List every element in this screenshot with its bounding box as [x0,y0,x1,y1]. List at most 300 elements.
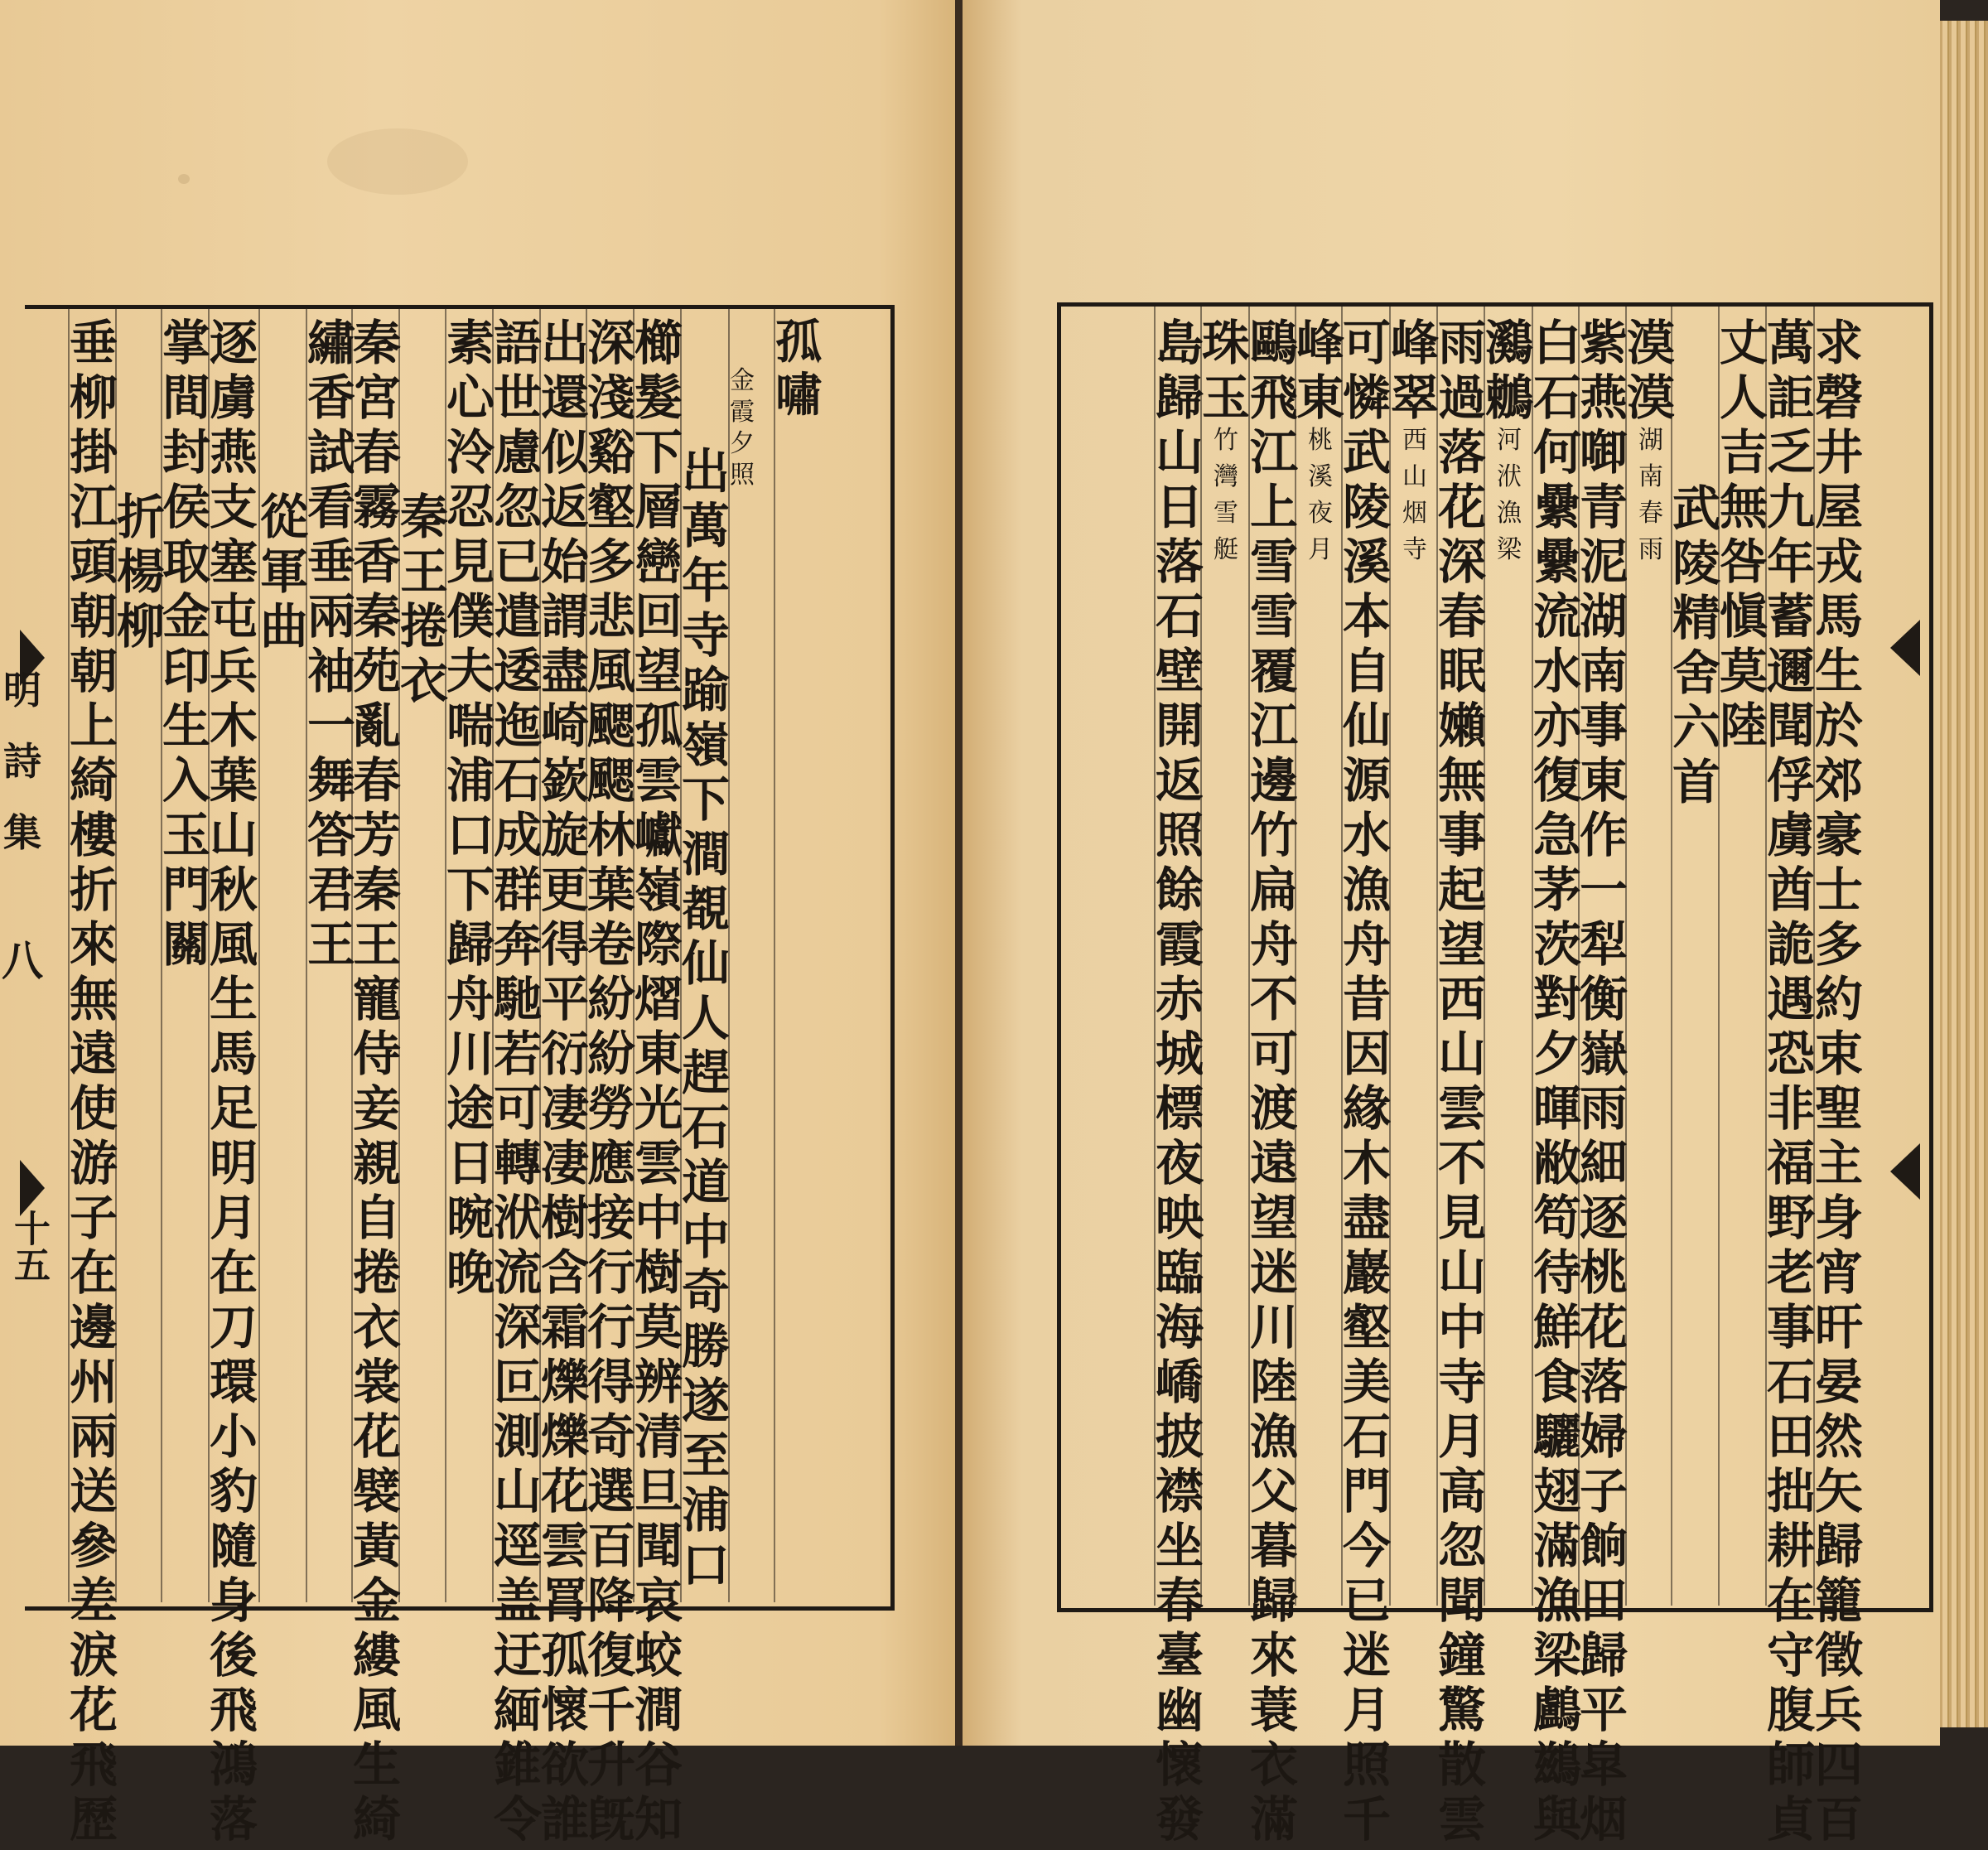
glyph: 蛟 [634,1627,683,1683]
glyph: 衣 [399,653,448,709]
glyph: 眠 [1437,643,1486,699]
glyph: 東 [1579,752,1628,809]
glyph: 精 [1672,590,1720,646]
glyph: 桃 [1579,1244,1628,1301]
glyph: 似 [540,424,589,481]
glyph: 深 [1437,534,1486,590]
glyph: 谿 [586,424,635,481]
glyph: 盡 [1342,1190,1391,1246]
glyph: 繡 [306,315,355,371]
glyph: 秦 [399,489,448,545]
glyph: 戎 [1814,534,1863,590]
glyph: 徵 [1814,1627,1863,1683]
glyph: 山 [493,1463,542,1519]
glyph: 主 [1814,1135,1863,1191]
glyph: 雲 [540,1518,589,1574]
glyph: 舞 [306,752,355,809]
glyph: 令 [493,1791,542,1848]
glyph: 霞 [730,398,755,427]
glyph: 差 [69,1572,118,1629]
glyph: 城 [1155,1026,1204,1082]
glyph: 卷 [586,916,635,973]
glyph: 花 [352,1408,401,1465]
glyph: 田 [1579,1572,1628,1629]
glyph: 轉 [493,1135,542,1191]
glyph: 樹 [634,1244,683,1301]
glyph: 秦 [352,862,401,918]
left-column-6 [538,315,592,1850]
glyph: 葉 [586,862,635,918]
glyph: 雲 [634,752,683,809]
glyph: 南 [1579,643,1628,699]
glyph: 東 [634,1026,683,1082]
glyph: 塞 [209,534,258,590]
glyph: 取 [162,534,210,590]
glyph: 水 [1532,643,1581,699]
glyph: 心 [446,370,495,426]
glyph: 層 [634,479,683,535]
glyph: 刀 [209,1299,258,1355]
glyph: 櫛 [634,315,683,371]
glyph: 夫 [446,643,495,699]
glyph: 春 [352,424,401,481]
glyph: 香 [306,370,355,426]
glyph: 不 [1437,1135,1486,1191]
glyph: 山 [1437,1244,1486,1301]
glyph: 錐 [493,1736,542,1793]
glyph: 送 [69,1463,118,1519]
glyph: 細 [1579,1135,1628,1191]
glyph: 青 [1579,479,1628,535]
glyph: 裳 [352,1354,401,1410]
glyph: 凄 [540,1135,589,1191]
glyph: 散 [1437,1736,1486,1793]
glyph: 照 [730,461,755,490]
glyph: 下 [681,771,730,828]
glyph: 宵 [1814,1244,1863,1301]
glyph: 滿 [1532,1518,1581,1574]
glyph: 雲 [1437,1791,1486,1848]
glyph: 恐 [1766,1026,1815,1082]
glyph: 雲 [1437,1080,1486,1137]
glyph: 小 [209,1408,258,1465]
glyph: 守 [1766,1627,1815,1683]
glyph: 水 [1342,807,1391,863]
glyph: 可 [1249,1026,1298,1082]
glyph: 豹 [209,1463,258,1519]
glyph: 樓 [69,807,118,863]
glyph: 急 [1532,807,1581,863]
glyph: 莫 [1719,643,1768,699]
glyph: 郊 [1814,752,1863,809]
glyph: 雪 [1249,588,1298,645]
glyph: 事 [1437,807,1486,863]
glyph: 多 [1814,916,1863,973]
glyph: 皐 [1579,1736,1628,1793]
glyph: 起 [1437,862,1486,918]
glyph: 梁 [1532,1627,1581,1683]
glyph: 泠 [446,424,495,481]
glyph: 年 [1766,534,1815,590]
glyph: 林 [586,807,635,863]
glyph: 嘯 [775,368,822,423]
glyph: 鮮 [1532,1299,1581,1355]
glyph: 夕 [1532,1026,1581,1082]
glyph: 峰 [1390,315,1439,371]
glyph: 島 [1155,315,1204,371]
glyph: 兵 [209,643,258,699]
glyph: 覩 [681,881,730,937]
glyph: 孤 [775,315,822,370]
glyph: 霞 [1155,916,1204,973]
glyph: 勝 [681,1318,730,1374]
glyph: 颸 [586,698,635,754]
glyph: 束 [1814,1026,1863,1082]
glyph: 犁 [1579,916,1628,973]
glyph: 遂 [681,1373,730,1429]
glyph: 金 [352,1572,401,1629]
glyph: 扁 [1249,862,1298,918]
glyph: 欲 [540,1736,589,1793]
glyph: 至 [681,1427,730,1484]
glyph: 萬 [1766,315,1815,371]
glyph: 君 [306,862,355,918]
glyph: 凄 [540,1080,589,1137]
glyph: 衣 [352,1299,401,1355]
glyph: 雨 [1579,1080,1628,1137]
glyph: 首 [1672,754,1720,810]
glyph: 俘 [1766,752,1815,809]
glyph: 本 [1342,588,1391,645]
glyph: 髮 [634,370,683,426]
glyph: 清 [634,1408,683,1465]
glyph: 縷 [352,1627,401,1683]
glyph: 叵 [493,1354,542,1410]
glyph: 玉 [162,807,210,863]
glyph: 臨 [1155,1244,1204,1301]
glyph: 踰 [681,662,730,718]
glyph: 可 [1342,315,1391,371]
column-rule [774,308,775,1602]
fish-tail-mark-right-bottom [1890,1143,1920,1200]
glyph: 金 [162,588,210,645]
glyph: 秦 [352,315,401,371]
glyph: 愼 [1719,588,1768,645]
glyph: 逕 [493,1518,542,1574]
glyph: 迂 [493,1627,542,1683]
ink-spot [178,174,190,184]
glyph: 照 [1155,807,1204,863]
glyph: 暮 [1249,1518,1298,1574]
glyph: 苑 [352,643,401,699]
glyph: 耕 [1766,1518,1815,1574]
glyph: 金 [730,366,755,395]
glyph: 中 [681,1209,730,1265]
glyph: 因 [1342,1026,1391,1082]
glyph: 子 [1579,1463,1628,1519]
glyph: 洑 [493,1190,542,1246]
glyph: 寵 [352,971,401,1027]
glyph: 烟 [1579,1791,1628,1848]
glyph: 群 [493,862,542,918]
glyph: 來 [69,916,118,973]
glyph: 木 [209,698,258,754]
glyph: 六 [1672,699,1720,756]
glyph: 鴻 [209,1736,258,1793]
glyph: 壑 [1342,1299,1391,1355]
glyph: 逐 [1579,1190,1628,1246]
glyph: 在 [1766,1572,1815,1629]
glyph: 日 [1155,479,1204,535]
glyph: 旦 [634,1463,683,1519]
glyph: 千 [586,1682,635,1738]
glyph: 落 [1437,424,1486,481]
glyph: 鸂 [1484,315,1533,371]
right-column-2 [1764,315,1818,1850]
glyph: 白 [1532,315,1581,371]
glyph: 行 [586,1244,635,1301]
glyph: 待 [1532,1244,1581,1301]
glyph: 嶺 [681,717,730,773]
note-glyph: 溪 [1308,462,1333,491]
glyph: 在 [69,1244,118,1301]
glyph: 遠 [1249,1135,1298,1191]
note-glyph: 漁 [1497,499,1522,528]
glyph: 福 [1766,1135,1815,1191]
glyph: 美 [1342,1354,1391,1410]
glyph: 仙 [1342,698,1391,754]
glyph: 屯 [209,588,258,645]
glyph: 東 [1296,370,1344,426]
glyph: 衡 [1579,971,1628,1027]
glyph: 望 [634,643,683,699]
glyph: 生 [209,971,258,1027]
glyph: 人 [681,990,730,1046]
glyph: 花 [1579,1299,1628,1355]
glyph: 香 [352,534,401,590]
glyph: 竹 [1249,807,1298,863]
glyph: 侯 [162,479,210,535]
note-glyph: 南 [1638,462,1663,491]
glyph: 懷 [1155,1736,1204,1793]
left-column-4 [631,315,686,1850]
glyph: 自 [1342,643,1391,699]
glyph: 何 [1532,424,1581,481]
glyph: 士 [1814,862,1863,918]
glyph: 中 [1437,1299,1486,1355]
note-glyph: 竹 [1214,426,1238,455]
glyph: 源 [1342,752,1391,809]
glyph: 湖 [1579,588,1628,645]
glyph: 飛 [209,1682,258,1738]
note-glyph: 夜 [1308,499,1333,528]
glyph: 紛 [586,971,635,1027]
glyph: 嬾 [1437,698,1486,754]
glyph: 生 [352,1736,401,1793]
glyph: 衣 [1249,1736,1298,1793]
glyph: 過 [1437,370,1486,426]
glyph: 旰 [1814,1299,1863,1355]
glyph: 見 [1437,1190,1486,1246]
glyph: 遇 [1766,971,1815,1027]
glyph: 道 [681,1154,730,1210]
note-glyph: 春 [1638,499,1663,528]
glyph: 月 [1342,1682,1391,1738]
glyph: 葉 [209,752,258,809]
glyph: 盡 [540,643,589,699]
glyph: 復 [1532,752,1581,809]
glyph: 還 [540,370,589,426]
glyph: 燕 [209,424,258,481]
glyph: 江 [1249,424,1298,481]
glyph: 父 [1249,1463,1298,1519]
glyph: 若 [493,1026,542,1082]
glyph: 秋 [209,862,258,918]
glyph: 得 [540,916,589,973]
glyph: 罥 [540,1572,589,1629]
glyph: 綺 [352,1791,401,1848]
right-column-8 [1482,315,1537,574]
glyph: 落 [1579,1354,1628,1410]
glyph: 鷗 [1249,315,1298,371]
glyph: 舟 [1342,916,1391,973]
glyph: 丈 [1719,315,1768,371]
glyph: 西 [1437,971,1486,1027]
glyph: 侍 [352,1026,401,1082]
glyph: 吉 [1719,424,1768,481]
glyph: 游 [69,1135,118,1191]
glyph: 流 [1532,588,1581,645]
glyph: 鶒 [1484,370,1533,426]
glyph: 見 [446,534,495,590]
glyph: 婦 [1579,1408,1628,1465]
glyph: 素 [446,315,495,371]
note-glyph: 山 [1402,462,1427,491]
glyph: 雲 [634,1135,683,1191]
glyph: 臺 [1155,1627,1204,1683]
glyph: 漁 [1342,862,1391,918]
glyph: 求 [1814,315,1863,371]
glyph: 望 [1437,916,1486,973]
glyph: 兩 [306,588,355,645]
glyph: 月 [209,1190,258,1246]
glyph: 誰 [540,1791,589,1848]
left-column-1 [772,315,825,425]
glyph: 入 [162,752,210,809]
glyph: 幽 [1155,1682,1204,1738]
glyph: 嶔 [540,752,589,809]
right-column-15 [1152,315,1207,1850]
glyph: 於 [1814,698,1863,754]
glyph: 歸 [1155,370,1204,426]
left-column-16 [66,315,121,1850]
glyph: 浦 [681,1482,730,1538]
glyph: 嶺 [634,862,683,918]
glyph: 木 [1342,1135,1391,1191]
glyph: 千 [1342,1791,1391,1848]
glyph: 門 [1342,1463,1391,1519]
glyph: 緣 [1342,1080,1391,1137]
fold-title [2,668,43,885]
glyph: 出 [540,315,589,371]
glyph: 垂 [69,315,118,371]
glyph: 成 [493,807,542,863]
glyph: 逐 [209,315,258,371]
glyph: 落 [1155,534,1204,590]
glyph: 已 [493,534,542,590]
book-gutter [955,0,963,1746]
glyph: 忍 [446,479,495,535]
glyph: 孤 [634,698,683,754]
note-glyph: 湖 [1638,426,1663,455]
glyph: 晚 [446,1244,495,1301]
glyph: 腹 [1766,1682,1815,1738]
glyph: 峰 [1296,315,1344,371]
glyph: 然 [1814,1408,1863,1465]
glyph: 日 [446,1135,495,1191]
glyph: 事 [1579,698,1628,754]
glyph: 奇 [586,1408,635,1465]
glyph: 花 [69,1682,118,1738]
glyph: 聞 [634,1518,683,1574]
glyph: 僕 [446,588,495,645]
glyph: 驪 [1532,1408,1581,1465]
fold-title-char: 詩 [3,739,41,784]
glyph: 食 [1532,1354,1581,1410]
glyph: 鸕 [1532,1682,1581,1738]
glyph: 緬 [493,1682,542,1738]
glyph: 花 [1437,479,1486,535]
page-edges [1940,21,1988,1727]
glyph: 聖 [1814,1080,1863,1137]
glyph: 封 [162,424,210,481]
glyph: 敝 [1532,1135,1581,1191]
glyph: 落 [209,1791,258,1848]
glyph: 漠 [1626,315,1675,371]
glyph: 笱 [1532,1190,1581,1246]
glyph: 宮 [352,370,401,426]
right-column-9 [1435,315,1489,1850]
glyph: 今 [1342,1518,1391,1574]
glyph: 環 [209,1354,258,1410]
glyph: 軍 [259,543,308,600]
glyph: 春 [352,752,401,809]
glyph: 曲 [259,598,308,655]
stain [327,128,468,195]
glyph: 淚 [69,1627,118,1683]
glyph: 遠 [69,1026,118,1082]
glyph: 旣 [586,1791,635,1848]
glyph: 綺 [69,752,118,809]
glyph: 巖 [1342,1244,1391,1301]
glyph: 秦 [352,588,401,645]
glyph: 歸 [1249,1572,1298,1629]
glyph: 含 [540,1244,589,1301]
glyph: 兵 [1814,1682,1863,1738]
glyph: 鷀 [1532,1736,1581,1793]
glyph: 使 [69,1080,118,1137]
glyph: 明 [209,1135,258,1191]
glyph: 一 [1579,862,1628,918]
glyph: 月 [1437,1408,1486,1465]
glyph: 盖 [493,1572,542,1629]
glyph: 袖 [306,643,355,699]
glyph: 石 [681,1099,730,1156]
glyph: 作 [1579,807,1628,863]
glyph: 來 [1249,1627,1298,1683]
glyph: 升 [586,1736,635,1793]
glyph: 身 [209,1572,258,1629]
